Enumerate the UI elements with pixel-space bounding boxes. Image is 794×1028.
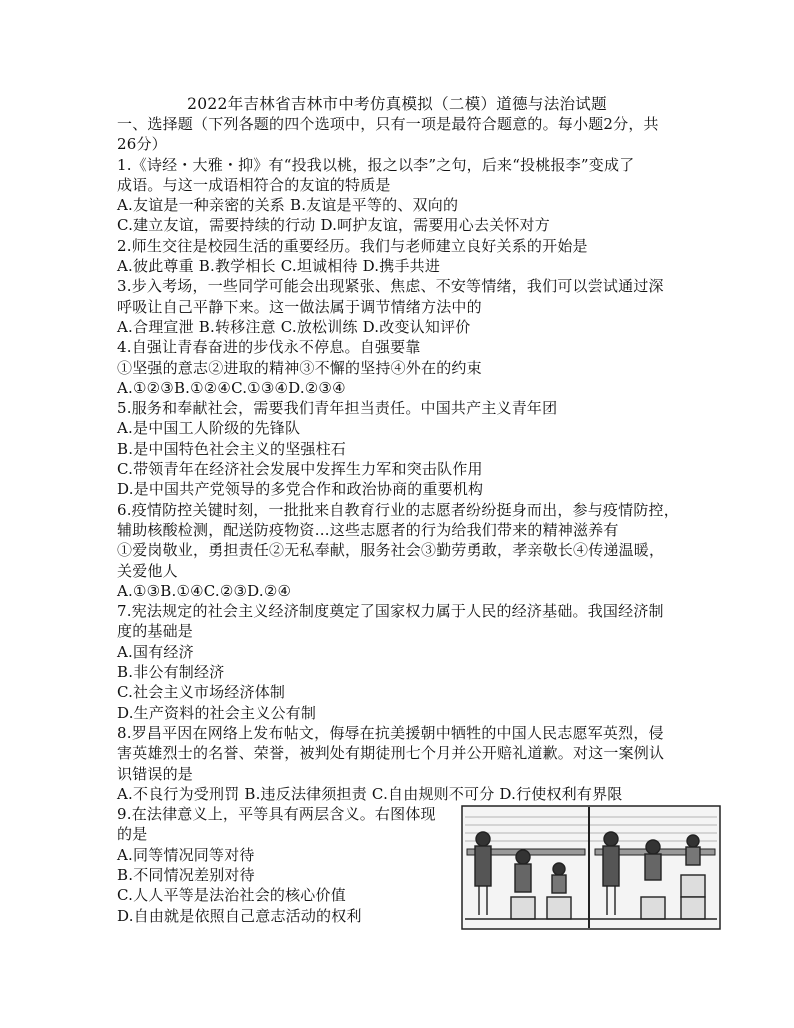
text-line: B.非公有制经济 bbox=[117, 663, 225, 682]
text-line: 4.自强让青春奋进的步伐永不停息。自强要靠 bbox=[117, 338, 421, 357]
text-line: 6.疫情防控关键时刻，一批批来自教育行业的志愿者纷纷挺身而出，参与疫情防控， bbox=[117, 500, 679, 519]
text-line: 成语。与这一成语相符合的友谊的特质是 bbox=[117, 175, 391, 194]
text-line: A.不良行为受刑罚 B.违反法律须担责 C.自由规则不可分 D.行使权利有界限 bbox=[117, 784, 623, 803]
text-line: A.国有经济 bbox=[117, 642, 194, 661]
text-line: 9.在法律意义上，平等具有两层含义。右图体现 bbox=[117, 805, 436, 824]
text-line: 7.宪法规定的社会主义经济制度奠定了国家权力属于人民的经济基础。我国经济制 bbox=[117, 602, 664, 621]
text-line: A.彼此尊重 B.教学相长 C.坦诚相待 D.携手共进 bbox=[117, 257, 441, 276]
text-line: 26分） bbox=[117, 135, 167, 154]
text-line: B.不同情况差别对待 bbox=[117, 865, 255, 884]
text-line: ①坚强的意志②进取的精神③不懈的坚持④外在的约束 bbox=[117, 358, 482, 377]
text-line: 识错误的是 bbox=[117, 764, 194, 783]
text-line: A.①②③B.①②④C.①③④D.②③④ bbox=[117, 378, 346, 397]
equality-illustration bbox=[461, 805, 721, 930]
text-line: 辅助核酸检测，配送防疫物资…这些志愿者的行为给我们带来的精神滋养有 bbox=[117, 520, 619, 539]
text-line: 害英雄烈士的名誉、荣誉，被判处有期徒刑七个月并公开赔礼道歉。对这一案例认 bbox=[117, 744, 665, 763]
text-line: 2.师生交往是校园生活的重要经历。我们与老师建立良好关系的开始是 bbox=[117, 236, 588, 255]
text-line: 1.《诗经・大雅・抑》有“投我以桃，报之以李”之句，后来“投桃报李”变成了 bbox=[117, 155, 635, 174]
text-line: B.是中国特色社会主义的坚强柱石 bbox=[117, 439, 346, 458]
exam-title: 2022年吉林省吉林市中考仿真模拟（二模）道德与法治试题 bbox=[187, 95, 607, 113]
text-line: 度的基础是 bbox=[117, 622, 194, 641]
text-line: C.社会主义市场经济体制 bbox=[117, 683, 286, 702]
text-line: A.友谊是一种亲密的关系 B.友谊是平等的、双向的 bbox=[117, 196, 459, 215]
text-line: 3.步入考场，一些同学可能会出现紧张、焦虑、不安等情绪，我们可以尝试通过深 bbox=[117, 277, 664, 296]
text-line: C.人人平等是法治社会的核心价值 bbox=[117, 886, 346, 905]
text-line: 5.服务和奉献社会，需要我们青年担当责任。中国共产主义青年团 bbox=[117, 399, 558, 418]
text-line: 呼吸让自己平静下来。这一做法属于调节情绪方法中的 bbox=[117, 297, 482, 316]
text-line: D.自由就是依照自己意志活动的权利 bbox=[117, 906, 362, 925]
text-line: A.是中国工人阶级的先锋队 bbox=[117, 419, 301, 438]
text-line: C.建立友谊，需要持续的行动 D.呵护友谊，需要用心去关怀对方 bbox=[117, 216, 550, 235]
text-line: A.同等情况同等对待 bbox=[117, 845, 255, 864]
text-line: 的是 bbox=[117, 825, 148, 844]
illustration-svg bbox=[461, 805, 721, 930]
text-line: D.是中国共产党领导的多党合作和政治协商的重要机构 bbox=[117, 480, 484, 499]
text-line: A.合理宣泄 B.转移注意 C.放松训练 D.改变认知评价 bbox=[117, 317, 471, 336]
text-line: D.生产资料的社会主义公有制 bbox=[117, 703, 317, 722]
text-line: 一、选择题（下列各题的四个选项中，只有一项是最符合题意的。每小题2分，共 bbox=[117, 115, 659, 133]
text-line: ①爱岗敬业，勇担责任②无私奉献，服务社会③勤劳勇敢，孝亲敬长④传递温暖， bbox=[117, 541, 665, 560]
text-line: A.①③B.①④C.②③D.②④ bbox=[117, 581, 292, 600]
text-line: 8.罗昌平因在网络上发布帖文，侮辱在抗美援朝中牺牲的中国人民志愿军英烈，侵 bbox=[117, 723, 664, 742]
text-line: C.带领青年在经济社会发展中发挥生力军和突击队作用 bbox=[117, 460, 483, 479]
text-line: 关爱他人 bbox=[117, 561, 178, 580]
